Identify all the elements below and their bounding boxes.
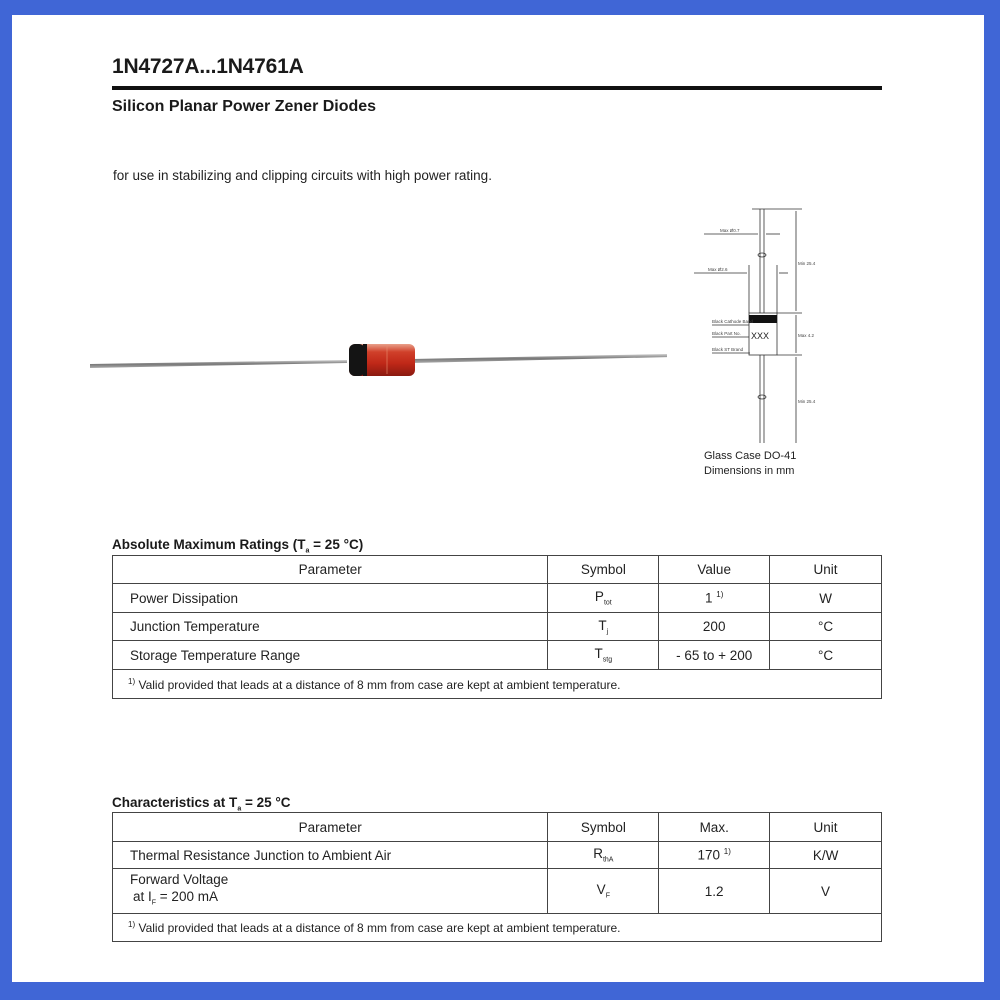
table-row (113, 869, 882, 914)
col-symbol: Symbol (548, 556, 659, 584)
diode-lead-left (90, 360, 347, 368)
table-row (113, 842, 882, 869)
footnote: $^{1)}$ Valid provided that leads at a distance of 8 mm from case are kept at ambient temperature. (113, 670, 882, 699)
col-parameter: Parameter (113, 813, 548, 842)
label-part-no: Black Part No. (712, 331, 741, 336)
col-unit: Unit (770, 813, 882, 842)
characteristics-heading: Characteristics at $T_a = 25$ °C (112, 795, 291, 813)
diagram-caption-line1: Glass Case DO-41 (704, 450, 797, 462)
page-subtitle: Silicon Planar Power Zener Diodes (112, 98, 377, 115)
characteristics-table (112, 812, 882, 942)
ratings-header-row (113, 556, 882, 584)
ratings-heading: Absolute Maximum Ratings ($T_a = 25$ °C) (112, 537, 364, 555)
footnote: $^{1)}$ Valid provided that leads at a distance of 8 mm from case are kept at ambient temperature. (113, 914, 882, 942)
col-symbol: Symbol (548, 813, 659, 842)
label-brand: Black ST Brand (712, 347, 744, 352)
diode-photo (87, 340, 667, 390)
cell-parameter: Power Dissipation (113, 584, 548, 613)
cell-value: - 65 to + 200 (659, 641, 770, 670)
datasheet-page (12, 15, 984, 982)
diagram-caption-line2: Dimensions in mm (704, 465, 795, 477)
cell-parameter: Storage Temperature Range (113, 641, 548, 670)
characteristics-header-row (113, 813, 882, 842)
col-max: Max. (659, 813, 770, 842)
description: for use in stabilizing and clipping circuits with high power rating. (113, 168, 492, 183)
cell-symbol: $T_j$ (548, 613, 659, 641)
cell-unit: K/W (770, 842, 882, 869)
cell-symbol: $V_F$ (548, 869, 659, 914)
footnote-row (113, 914, 882, 942)
table-row (113, 584, 882, 613)
col-value: Value (659, 556, 770, 584)
cathode-band-mark (749, 315, 777, 323)
cell-parameter: Thermal Resistance Junction to Ambient Air (113, 842, 548, 869)
label-lead-length-bottom: Min 25.4 (798, 399, 816, 404)
table-row (113, 641, 882, 670)
title-rule (112, 86, 882, 90)
label-marking: XXX (751, 331, 770, 341)
page-title: 1N4727A...1N4761A (112, 55, 304, 78)
col-unit: Unit (770, 556, 882, 584)
diode-lead-right (412, 354, 667, 363)
cell-parameter: Junction Temperature (113, 613, 548, 641)
label-lead-diameter: Max Ø0.7 (720, 228, 740, 233)
cell-unit: V (770, 869, 882, 914)
col-parameter: Parameter (113, 556, 548, 584)
cell-parameter: Forward Voltage at $I_F = 200$ mA (113, 869, 548, 914)
ratings-table (112, 555, 882, 699)
label-lead-length-top: Min 25.4 (798, 261, 816, 266)
cell-unit: °C (770, 613, 882, 641)
cell-value: 1.2 (659, 869, 770, 914)
cell-value: 200 (659, 613, 770, 641)
cell-unit: °C (770, 641, 882, 670)
diagram-caption (704, 449, 796, 479)
cell-symbol: $R_{thA}$ (548, 842, 659, 869)
package-dimension-diagram (684, 203, 824, 443)
cell-symbol: $T_{stg}$ (548, 641, 659, 670)
label-body-length: Max 4.2 (798, 333, 815, 338)
footnote-row (113, 670, 882, 699)
diode-cathode-band (349, 344, 365, 376)
cell-value: 1 $^{1)}$ (659, 584, 770, 613)
table-row (113, 613, 882, 641)
label-body-diameter: Max Ø2.6 (708, 267, 728, 272)
cell-unit: W (770, 584, 882, 613)
cell-value: 170 $^{1)}$ (659, 842, 770, 869)
cell-symbol: $P_{tot}$ (548, 584, 659, 613)
label-cathode-band: Black Cathode Band (712, 319, 754, 324)
